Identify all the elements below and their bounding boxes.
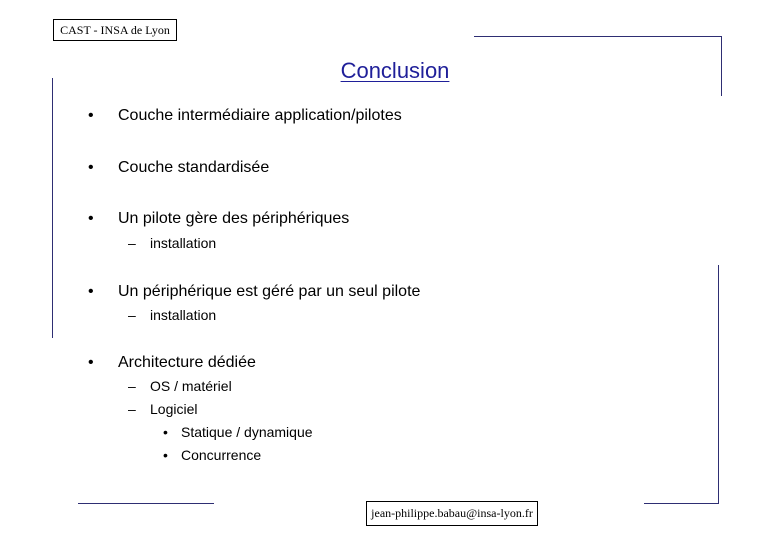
sub-list-item: Logiciel — [150, 401, 198, 417]
decor-line-bottom-left — [78, 503, 214, 504]
sub-sub-list-item: Statique / dynamique — [181, 424, 313, 440]
footer-email: jean-philippe.babau@insa-lyon.fr — [366, 501, 538, 526]
dash-icon: – — [128, 235, 136, 251]
decor-line-left — [52, 78, 53, 338]
bullet-icon: • — [163, 447, 168, 463]
list-item: Un pilote gère des périphériques — [118, 210, 350, 227]
decor-line-bottom-right — [644, 503, 719, 504]
dash-icon: – — [128, 401, 136, 417]
slide-title: Conclusion — [340, 58, 450, 83]
bullet-icon: • — [88, 210, 94, 227]
list-item: Un périphérique est géré par un seul pilote — [118, 283, 421, 300]
bullet-icon: • — [88, 354, 94, 371]
sub-sub-list-item: Concurrence — [181, 447, 262, 463]
bullet-icon: • — [88, 159, 94, 176]
dash-icon: – — [128, 307, 136, 323]
list-item: Couche standardisée — [118, 159, 270, 176]
decor-line-right-lower — [718, 265, 719, 503]
bullet-icon: • — [88, 283, 94, 300]
sub-list-item: installation — [150, 307, 217, 323]
header-label: CAST - INSA de Lyon — [53, 19, 177, 41]
decor-line-top — [474, 36, 722, 37]
list-item: Architecture dédiée — [118, 354, 256, 371]
list-item: Couche intermédiaire application/pilotes — [118, 107, 402, 124]
bullet-icon: • — [163, 424, 168, 440]
sub-list-item: installation — [150, 235, 217, 251]
sub-list-item: OS / matériel — [150, 378, 232, 394]
decor-line-right-upper — [721, 36, 722, 96]
bullet-icon: • — [88, 107, 94, 124]
dash-icon: – — [128, 378, 136, 394]
